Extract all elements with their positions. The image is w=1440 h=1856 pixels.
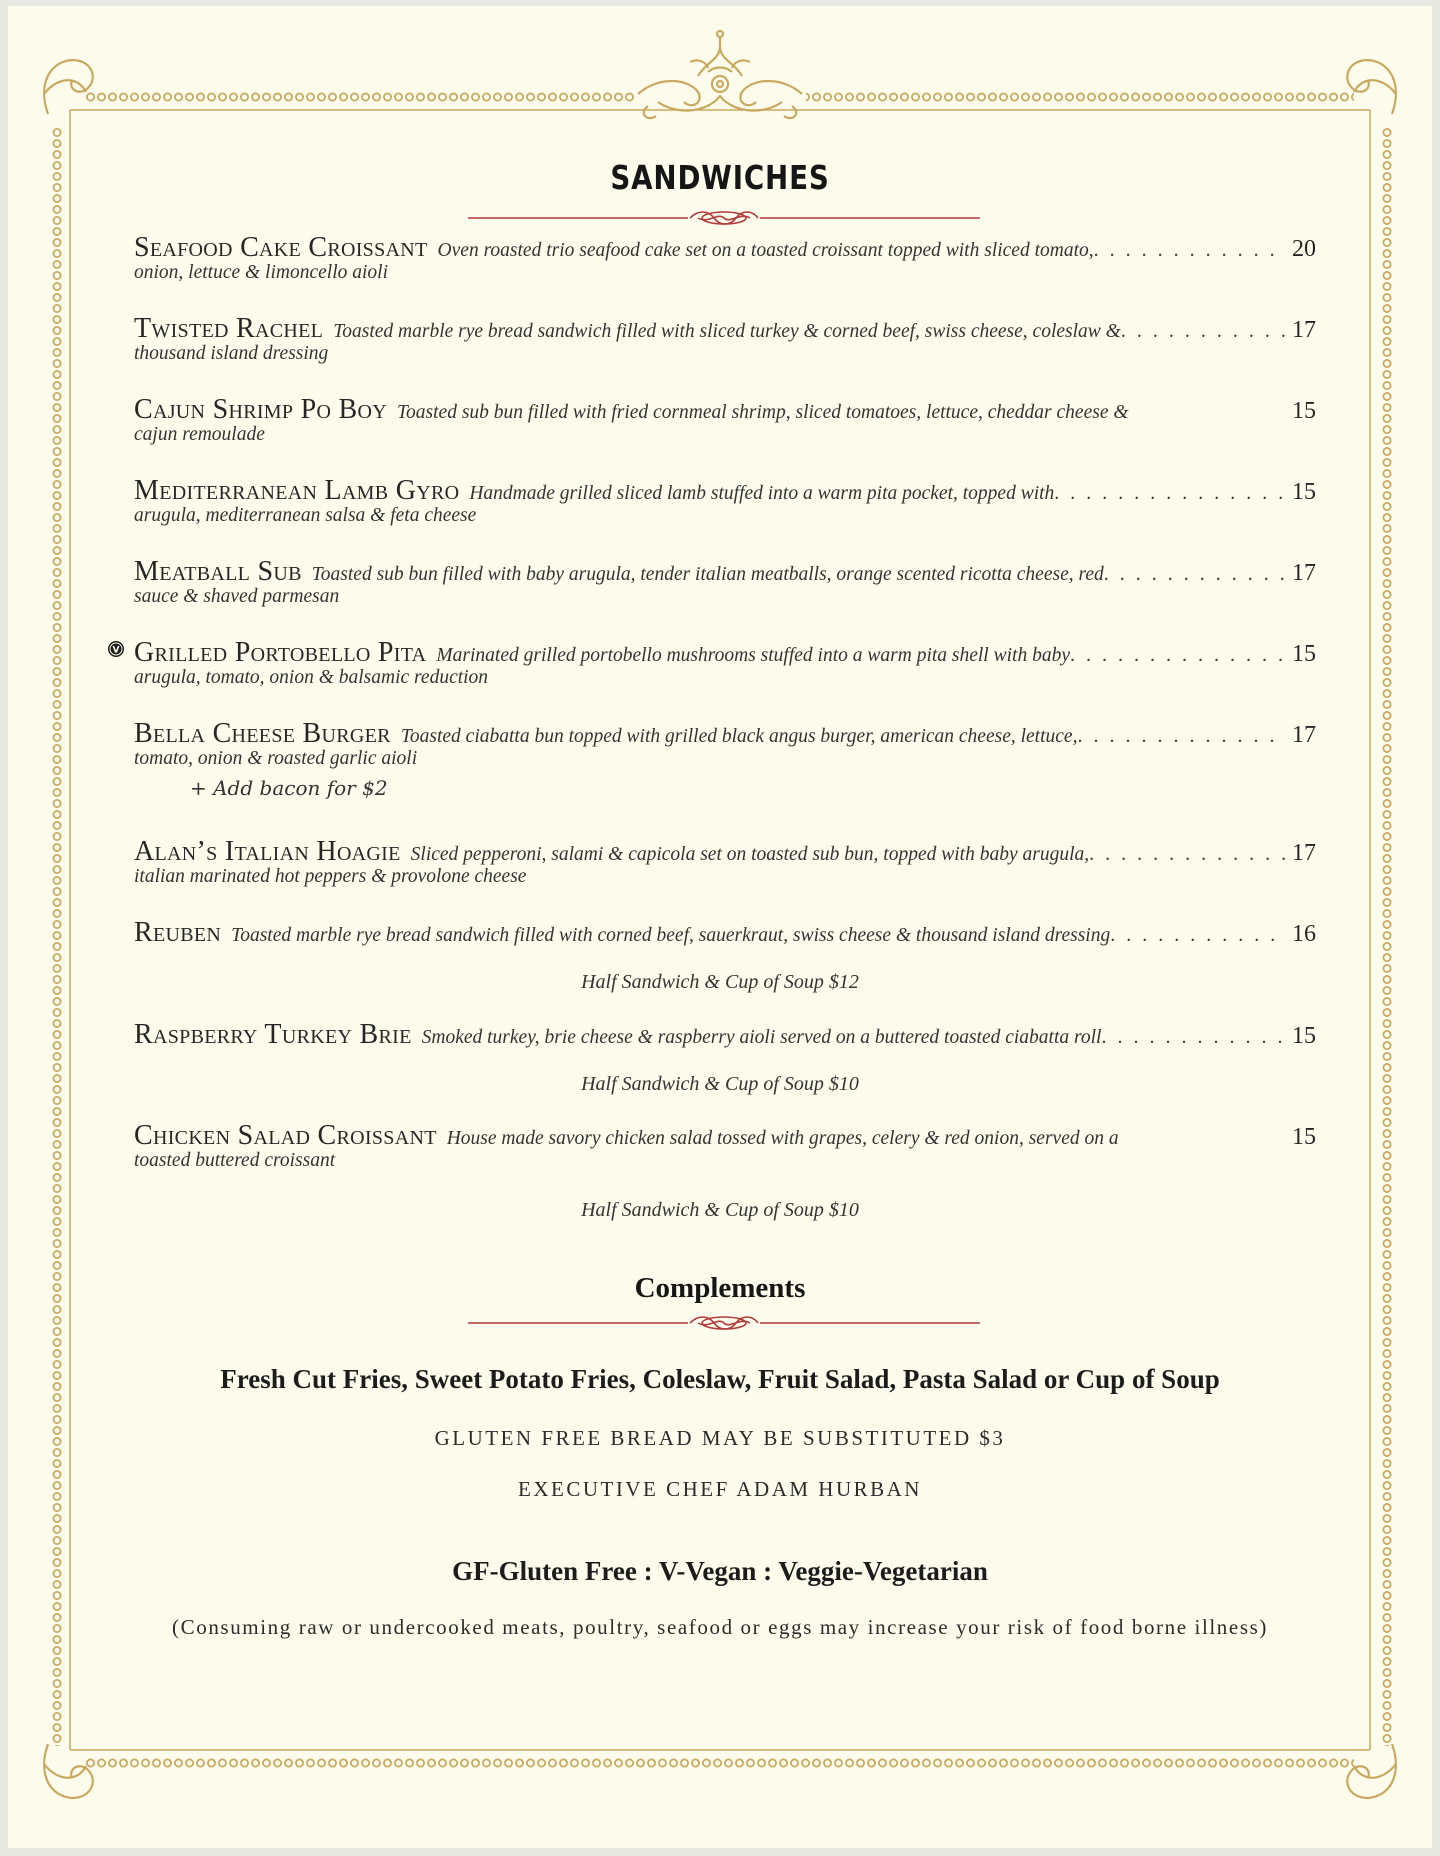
item-price: 15 xyxy=(1292,398,1316,424)
menu-item xyxy=(134,917,1316,947)
leader-dots xyxy=(1077,725,1286,748)
item-description-cont: thousand island dressing xyxy=(134,343,329,364)
sides-list: Fresh Cut Fries, Sweet Potato Fries, Coleslaw, Fruit Salad, Pasta Salad or Cup of Soup xyxy=(220,1364,1220,1394)
item-description: Toasted sub bun filled with fried cornmeal shrimp, sliced tomatoes, lettuce, cheddar cheese & xyxy=(397,402,1129,423)
heading-divider xyxy=(468,1313,980,1333)
menu-item xyxy=(134,1019,1316,1049)
executive-chef: EXECUTIVE CHEF ADAM HURBAN xyxy=(518,1477,922,1501)
menu-item xyxy=(134,475,1316,527)
item-description: Toasted marble rye bread sandwich filled with corned beef, sauerkraut, swiss cheese & thousand island dressing xyxy=(231,925,1111,946)
item-price: 17 xyxy=(1292,840,1316,866)
item-description: Toasted ciabatta bun topped with grilled black angus burger, american cheese, lettuce, xyxy=(400,726,1078,747)
item-name: Reuben xyxy=(134,917,222,948)
item-description-cont: italian marinated hot peppers & provolone cheese xyxy=(134,866,527,887)
half-sandwich-offer: Half Sandwich & Cup of Soup $12 xyxy=(581,971,859,993)
item-description-cont: cajun remoulade xyxy=(134,424,265,445)
item-description: Toasted marble rye bread sandwich filled with sliced turkey & corned beef, swiss cheese, coleslaw & xyxy=(333,321,1121,342)
leader-dots xyxy=(1104,563,1286,586)
item-name: Chicken Salad Croissant xyxy=(134,1120,437,1151)
menu-item xyxy=(134,232,1316,284)
item-description: Toasted sub bun filled with baby arugula, tender italian meatballs, orange scented ricotta cheese, red xyxy=(311,564,1104,585)
item-description: Marinated grilled portobello mushrooms stuffed into a warm pita shell with baby xyxy=(436,645,1070,666)
menu-item xyxy=(134,637,1316,689)
menu-content xyxy=(8,6,1432,1848)
item-description: Smoked turkey, brie cheese & raspberry aioli served on a buttered toasted ciabatta roll xyxy=(421,1027,1102,1048)
item-price: 15 xyxy=(1292,1023,1316,1049)
item-price: 20 xyxy=(1292,236,1316,262)
leader-dots xyxy=(1089,843,1286,866)
half-sandwich-offer: Half Sandwich & Cup of Soup $10 xyxy=(581,1199,859,1221)
item-description: House made savory chicken salad tossed with grapes, celery & red onion, served on a xyxy=(446,1128,1119,1149)
menu-item xyxy=(134,394,1316,446)
item-name: Mediterranean Lamb Gyro xyxy=(134,475,460,506)
half-sandwich-offer: Half Sandwich & Cup of Soup $10 xyxy=(581,1073,859,1095)
item-description: Oven roasted trio seafood cake set on a toasted croissant topped with sliced tomato, xyxy=(437,240,1094,261)
menu-item xyxy=(134,836,1316,888)
badge-letter: V xyxy=(112,645,120,656)
item-name: Meatball Sub xyxy=(134,556,302,587)
menu-item xyxy=(134,718,1316,800)
leader-dots xyxy=(1101,1026,1286,1049)
item-name: Bella Cheese Burger xyxy=(134,718,391,749)
addon-note: + Add bacon for $2 xyxy=(190,776,388,800)
item-name: Twisted Rachel xyxy=(134,313,324,344)
leader-dots xyxy=(1054,482,1286,505)
item-price: 17 xyxy=(1292,317,1316,343)
item-description-cont: sauce & shaved parmesan xyxy=(134,586,340,607)
item-price: 17 xyxy=(1292,560,1316,586)
item-description: Handmade grilled sliced lamb stuffed into a warm pita pocket, topped with xyxy=(469,483,1055,504)
item-description-cont: tomato, onion & roasted garlic aioli xyxy=(134,748,418,769)
menu-item xyxy=(134,313,1316,365)
sandwiches-heading: SANDWICHES xyxy=(610,158,830,197)
item-description-cont: toasted buttered croissant xyxy=(134,1150,336,1171)
item-description-cont: onion, lettuce & limoncello aioli xyxy=(134,262,388,283)
vegan-badge-icon xyxy=(107,640,125,658)
complements-heading: Complements xyxy=(634,1272,806,1304)
leader-dots xyxy=(1094,239,1286,262)
item-price: 15 xyxy=(1292,1124,1316,1150)
gluten-free-note: GLUTEN FREE BREAD MAY BE SUBSTITUTED $3 xyxy=(434,1426,1006,1450)
menu-page xyxy=(8,6,1432,1848)
item-description: Sliced pepperoni, salami & capicola set on toasted sub bun, topped with baby arugula, xyxy=(410,844,1090,865)
leader-dots xyxy=(1110,924,1286,947)
item-price: 15 xyxy=(1292,479,1316,505)
item-price: 16 xyxy=(1292,921,1316,947)
item-name: Raspberry Turkey Brie xyxy=(134,1019,412,1050)
item-description-cont: arugula, mediterranean salsa & feta cheese xyxy=(134,505,477,526)
menu-item xyxy=(134,1120,1316,1172)
heading-divider xyxy=(468,208,980,228)
item-name: Alan’s Italian Hoagie xyxy=(134,836,401,867)
leader-dots xyxy=(1121,320,1286,343)
health-disclaimer: (Consuming raw or undercooked meats, poultry, seafood or eggs may increase your risk of food borne illness) xyxy=(172,1615,1268,1639)
item-price: 17 xyxy=(1292,722,1316,748)
leader-dots xyxy=(1070,644,1286,667)
item-description-cont: arugula, tomato, onion & balsamic reduction xyxy=(134,667,489,688)
item-price: 15 xyxy=(1292,641,1316,667)
item-name: Grilled Portobello Pita xyxy=(134,637,427,668)
diet-legend: GF-Gluten Free : V-Vegan : Veggie-Vegetarian xyxy=(452,1556,988,1586)
item-name: Cajun Shrimp Po Boy xyxy=(134,394,387,425)
menu-item xyxy=(134,556,1316,608)
item-name: Seafood Cake Croissant xyxy=(134,232,428,263)
